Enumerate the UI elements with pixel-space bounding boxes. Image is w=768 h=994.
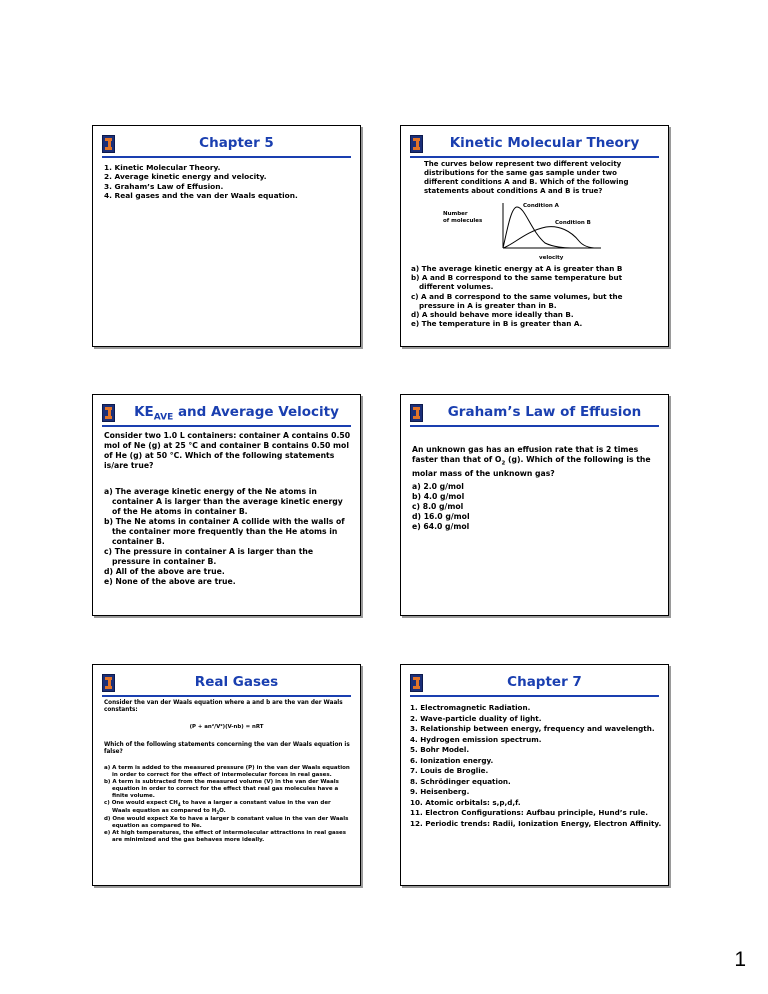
illinois-logo-icon [102, 135, 115, 153]
slide-title: Chapter 5 [199, 135, 274, 151]
options-list [104, 765, 351, 844]
option-a: a) A term is added to the measured pressure (P) in the van der Waals equation in order to correct for the effect of intermolecular forces in real gases. [104, 765, 350, 778]
option-part: to have a larger a constant value in the van der Waals equation as compared to H [112, 800, 331, 815]
x-axis-label: velocity [539, 255, 564, 261]
slide-grahams-law [400, 394, 669, 616]
option-c: c) The pressure in container A is larger than the pressure in container B. [104, 547, 314, 566]
list-item: 1. Electromagnetic Radiation. [410, 703, 531, 712]
option-d: d) One would expect Xe to have a larger b constant value in the van der Waals equation as compared to Ne. [104, 816, 349, 830]
slide-real-gases [92, 664, 361, 886]
option-b: b) The Ne atoms in container A collide with the walls of the container more frequently than the He atoms in container B. [104, 517, 345, 546]
illinois-logo-icon [102, 674, 115, 692]
list-item: 8. Schrödinger equation. [410, 776, 511, 786]
title-rest: and Average Velocity [173, 404, 339, 420]
curve-label-a: Condition A [523, 203, 559, 209]
option-part: O. [219, 808, 226, 815]
option-a: a) 2.0 g/mol [412, 482, 464, 491]
list-item: 1. Kinetic Molecular Theory. [104, 163, 221, 172]
option-d: d) A should behave more ideally than B. [411, 310, 574, 320]
option-c: c) 8.0 g/mol [412, 502, 464, 511]
illinois-logo-icon [410, 135, 423, 153]
subscript: 2 [216, 810, 220, 816]
list-item: 6. Ionization energy. [410, 755, 494, 765]
list-item: 7. Louis de Broglie. [410, 766, 489, 775]
page-number: 1 [734, 948, 746, 971]
illinois-logo-icon [102, 404, 115, 422]
title-rule [102, 425, 351, 427]
question-text: Consider two 1.0 L containers: container A contains 0.50 mol of Ne (g) at 25 °C and container B contains 0.50 mol of He (g) at 50 °C. Which of the following statements is/are true? [104, 431, 351, 470]
option-c: c) A and B correspond to the same volumes, but the pressure in A is greater than in B. [411, 291, 623, 310]
intro-text: Consider the van der Waals equation where a and b are the van der Waals constants: [104, 700, 343, 714]
velocity-distribution-figure [441, 201, 641, 261]
illinois-logo-icon [410, 404, 423, 422]
option-b: b) A and B correspond to the same temperature but different volumes. [411, 273, 623, 292]
curve-label-b: Condition B [555, 220, 591, 226]
list-item: 12. Periodic trends: Radii, Ionization Energy, Electron Affinity. [410, 818, 662, 828]
question-text [412, 445, 659, 479]
option-a: a) The average kinetic energy of the Ne atoms in container A is larger than the average kinetic energy of the He atoms in container B. [104, 487, 343, 516]
subscript: 2 [501, 460, 506, 467]
illinois-logo-icon [410, 674, 423, 692]
title-rule [102, 695, 351, 697]
title-rule [102, 156, 351, 158]
list-item: 5. Bohr Model. [410, 745, 470, 754]
option-e: e) At high temperatures, the effect of intermolecular attractions in real gases are minimized and the gas behaves more ideally. [104, 830, 347, 844]
list-item: 4. Real gases and the van der Waals equation. [104, 191, 298, 201]
slide-title: Real Gases [194, 674, 279, 690]
question-part: (g). Which of the following is the molar mass of the unknown gas? [412, 455, 651, 478]
slide-kinetic-molecular-theory [400, 125, 669, 347]
slide-chapter-7 [400, 664, 669, 886]
option-d: d) 16.0 g/mol [412, 512, 470, 521]
option-part: c) One would expect CH [104, 800, 178, 806]
question-text: The curves below represent two different velocity distributions for the same gas sample under two different conditions A and B. Which of the following statements about conditions A and B is true? [424, 160, 629, 195]
slide-ke-ave-velocity [92, 394, 361, 616]
title-ke: KE [134, 404, 154, 420]
option-e: e) 64.0 g/mol [412, 522, 470, 531]
slide-title: Kinetic Molecular Theory [449, 135, 640, 151]
list-item: 10. Atomic orbitals: s,p,d,f. [410, 797, 521, 807]
slide-title: Chapter 7 [507, 674, 582, 690]
curve-condition-a [503, 207, 571, 248]
list-item: 2. Wave-particle duality of light. [410, 713, 542, 723]
title-rule [410, 156, 659, 158]
slide-chapter-5 [92, 125, 361, 347]
y-axis-label: of molecules [443, 218, 483, 224]
option-a: a) The average kinetic energy at A is greater than B [411, 264, 623, 273]
options-list [411, 264, 659, 328]
list-item: 4. Hydrogen emission spectrum. [410, 734, 542, 744]
option-b: b) 4.0 g/mol [412, 492, 465, 501]
subscript: 4 [177, 802, 181, 808]
title-rule [410, 695, 659, 697]
option-b: b) A term is subtracted from the measured volume (V) in the van der Waals equation in order to correct for the effect that real gas molecules have a finite volume. [104, 779, 339, 799]
list-item: 11. Electron Configurations: Aufbau principle, Hund’s rule. [410, 808, 648, 817]
topics-list [410, 703, 665, 829]
option-c [104, 800, 351, 816]
slide-body [104, 163, 351, 201]
option-d: d) All of the above are true. [104, 567, 225, 576]
list-item: 3. Graham’s Law of Effusion. [104, 181, 224, 191]
vdw-equation: (P + an²/V²)(V-nb) = nRT [189, 724, 264, 730]
question-text: Which of the following statements concerning the van der Waals equation is false? [104, 742, 350, 756]
option-e: e) The temperature in B is greater than A. [411, 319, 583, 329]
slide-title: Graham’s Law of Effusion [447, 404, 642, 420]
options-list [104, 487, 351, 587]
list-item: 3. Relationship between energy, frequency and wavelength. [410, 724, 655, 733]
list-item: 2. Average kinetic energy and velocity. [104, 172, 267, 182]
y-axis-label: Number [443, 211, 468, 217]
list-item: 9. Heisenberg. [410, 787, 470, 796]
option-e: e) None of the above are true. [104, 577, 236, 586]
title-rule [410, 425, 659, 427]
question-part: An unknown gas has an effusion rate that is 2 times faster than that of O [412, 445, 639, 464]
options-list [412, 482, 659, 532]
title-sub-ave: AVE [153, 412, 174, 423]
slide-title [117, 404, 356, 423]
